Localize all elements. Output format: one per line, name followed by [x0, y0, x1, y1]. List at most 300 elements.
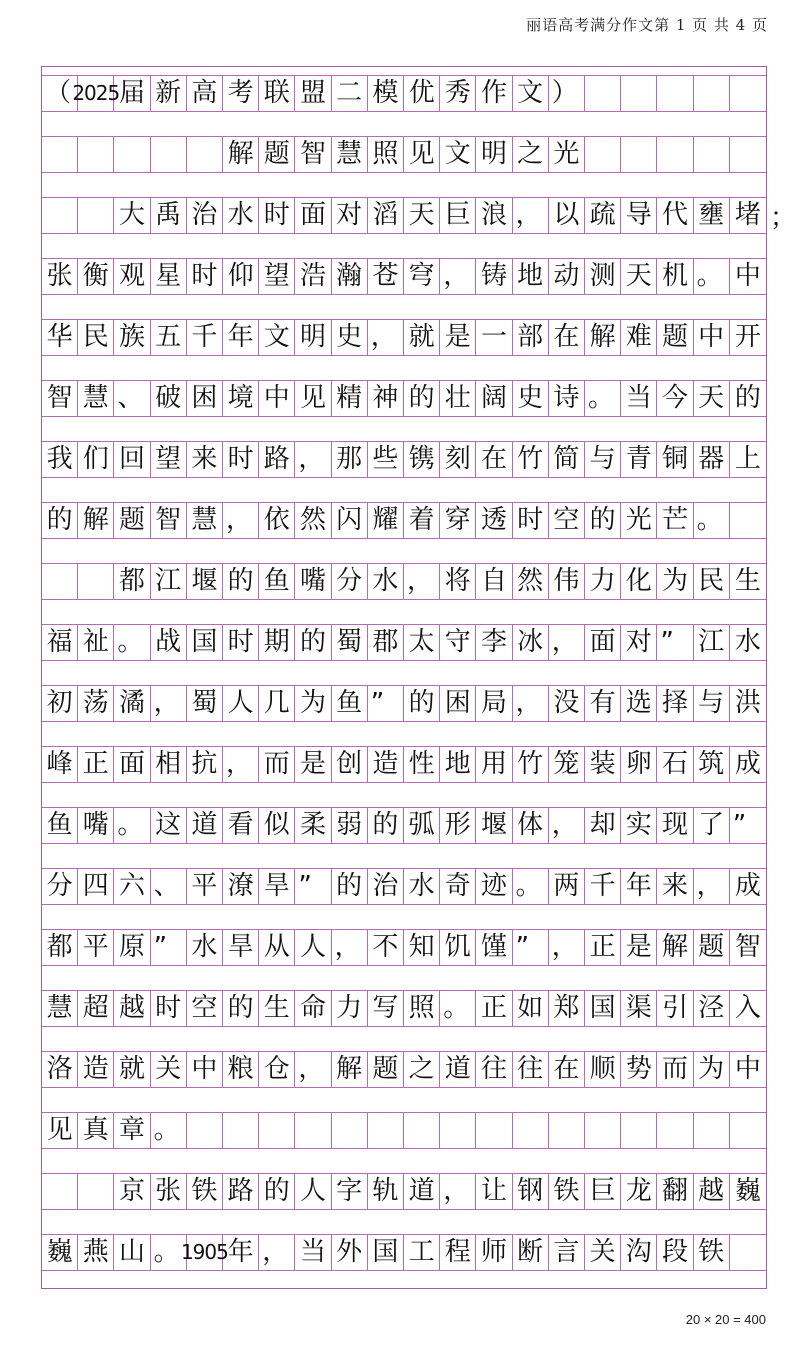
grid-cell: 关: [585, 1234, 621, 1270]
grid-cell: 将: [440, 563, 476, 599]
grid-cell: 测: [585, 258, 621, 294]
grid-cell: 智: [734, 932, 761, 962]
grid-cell: 祉: [78, 624, 114, 660]
grid-cell: 战: [151, 624, 187, 660]
grid-cell: 疏: [585, 197, 621, 233]
grid-row: [42, 746, 766, 782]
grid-cell: 届: [114, 75, 150, 111]
grid-cell: [585, 136, 621, 172]
grid-cell: 文: [440, 136, 476, 172]
grid-rule: [42, 965, 766, 966]
grid-cell: 钢: [513, 1173, 549, 1209]
grid-rule: [42, 294, 766, 295]
grid-cell: 铁: [549, 1173, 585, 1209]
grid-cell: 然: [513, 563, 549, 599]
grid-cell: 石: [657, 746, 693, 782]
grid-cell: [332, 1112, 368, 1148]
margin-punctuation: ；: [770, 202, 797, 233]
grid-cell: 堰: [187, 563, 223, 599]
grid-cell: ，: [549, 624, 585, 660]
grid-cell: 上: [734, 444, 761, 474]
grid-cell: 中: [259, 380, 295, 416]
grid-cell: 蜀: [187, 685, 223, 721]
grid-cell: 潦: [223, 868, 259, 904]
grid-cell: 奇: [440, 868, 476, 904]
grid-cell: 就: [114, 1051, 150, 1087]
grid-cell: 造: [78, 1051, 114, 1087]
grid-cell: 断: [513, 1234, 549, 1270]
grid-cell: 粮: [223, 1051, 259, 1087]
grid-cell: 顺: [585, 1051, 621, 1087]
grid-cell: 看: [223, 807, 259, 843]
grid-cell: 正: [78, 746, 114, 782]
grid-cell: 李: [476, 624, 512, 660]
grid-cell: 诗: [549, 380, 585, 416]
grid-cell: 江: [151, 563, 187, 599]
grid-cell: 用: [476, 746, 512, 782]
grid-cell: 。: [151, 1234, 187, 1270]
grid-cell: 现: [657, 807, 693, 843]
grid-cell: [694, 75, 730, 111]
grid-cell: 堵: [734, 200, 761, 230]
composition-grid: [41, 66, 797, 1289]
grid-cell: 当: [295, 1234, 331, 1270]
grid-cell: 的: [585, 502, 621, 538]
grid-cell: 郑: [549, 990, 585, 1026]
grid-cell: 道: [440, 1051, 476, 1087]
grid-cell: 分: [42, 868, 78, 904]
grid-cell: 代: [657, 197, 693, 233]
grid-cell: 对: [332, 197, 368, 233]
grid-cell: 江: [694, 624, 730, 660]
grid-cell: 沟: [621, 1234, 657, 1270]
grid-cell: 地: [440, 746, 476, 782]
grid-cell: ，: [404, 563, 440, 599]
grid-cell: 壮: [440, 380, 476, 416]
grid-cell: 入: [734, 993, 761, 1023]
grid-cell: 让: [476, 1173, 512, 1209]
grid-cell: 国: [368, 1234, 404, 1270]
grid-cell: 人: [295, 1173, 331, 1209]
grid-cell: 竹: [513, 746, 549, 782]
grid-cell: 国: [187, 624, 223, 660]
grid-cell: [78, 136, 114, 172]
grid-cell: 慧: [42, 990, 78, 1026]
grid-cell: 弧: [404, 807, 440, 843]
grid-cell: 明: [476, 136, 512, 172]
grid-cell: 中: [694, 319, 730, 355]
grid-cell: 来: [187, 441, 223, 477]
grid-cell: 馑: [476, 929, 512, 965]
grid-cell: 筑: [694, 746, 730, 782]
grid-cell: 时: [513, 502, 549, 538]
grid-cell: 章: [114, 1112, 150, 1148]
grid-cell: [549, 1112, 585, 1148]
grid-cell: 着: [404, 502, 440, 538]
grid-cell: [42, 1173, 78, 1209]
grid-cell: 的: [332, 868, 368, 904]
grid-cell: 禹: [151, 197, 187, 233]
grid-cell: 那: [332, 441, 368, 477]
grid-cell: 芒: [657, 502, 693, 538]
grid-cell: 史: [513, 380, 549, 416]
grid-cell: ”: [295, 868, 331, 904]
grid-cell: ，: [332, 929, 368, 965]
grid-cell: ，: [223, 502, 259, 538]
grid-cell: 都: [42, 929, 78, 965]
grid-rule: [42, 1087, 766, 1088]
grid-cell: 明: [295, 319, 331, 355]
grid-cell: 年: [223, 1234, 259, 1270]
grid-row: [42, 990, 766, 1026]
grid-cell: 器: [694, 441, 730, 477]
grid-cell: 装: [585, 746, 621, 782]
grid-cell: 山: [114, 1234, 150, 1270]
grid-cell: 迹: [476, 868, 512, 904]
grid-cell: 路: [223, 1173, 259, 1209]
grid-cell: 。: [114, 624, 150, 660]
grid-cell: 今: [657, 380, 693, 416]
grid-cell: [223, 1112, 259, 1148]
grid-cell: 些: [368, 441, 404, 477]
grid-cell: 旱: [223, 929, 259, 965]
grid-row: [42, 75, 766, 111]
grid-cell: 望: [259, 258, 295, 294]
grid-cell: [295, 1112, 331, 1148]
grid-cell: 的: [734, 383, 761, 413]
grid-cell: 大: [114, 197, 150, 233]
grid-cell: ，: [549, 929, 585, 965]
grid-cell: 期: [259, 624, 295, 660]
grid-cell: 就: [404, 319, 440, 355]
grid-cell: 在: [549, 1051, 585, 1087]
grid-cell: 道: [187, 807, 223, 843]
grid-cell: 柔: [295, 807, 331, 843]
grid-cell: 与: [585, 441, 621, 477]
grid-cell: [730, 1234, 766, 1270]
grid-cell: 智: [42, 380, 78, 416]
grid-rule: [42, 233, 766, 234]
grid-cell: 解: [332, 1051, 368, 1087]
grid-cell: [78, 563, 114, 599]
grid-rule: [42, 1209, 766, 1210]
grid-row: [42, 929, 766, 965]
grid-rule: [42, 843, 766, 844]
grid-cell: 仓: [259, 1051, 295, 1087]
grid-cell: 照: [368, 136, 404, 172]
grid-cell: 联: [259, 75, 295, 111]
grid-cell: 渠: [621, 990, 657, 1026]
grid-cell: 没: [549, 685, 585, 721]
grid-cell: [42, 197, 78, 233]
grid-cell: 面: [585, 624, 621, 660]
grid-cell: 福: [42, 624, 78, 660]
grid-cell: 我: [42, 441, 78, 477]
grid-row: [42, 868, 766, 904]
grid-cell: 回: [114, 441, 150, 477]
grid-cell: 年: [621, 868, 657, 904]
grid-cell: 观: [114, 258, 150, 294]
grid-cell: 龙: [621, 1173, 657, 1209]
grid-row: [42, 197, 797, 233]
grid-cell: 了: [694, 807, 730, 843]
grid-cell: 。: [440, 990, 476, 1026]
grid-cell: 选: [621, 685, 657, 721]
grid-cell: 平: [78, 929, 114, 965]
grid-cell: 铁: [187, 1173, 223, 1209]
grid-cell: 浩: [295, 258, 331, 294]
grid-cell: 解: [585, 319, 621, 355]
grid-cell: 困: [187, 380, 223, 416]
grid-cell: 越: [694, 1173, 730, 1209]
grid-cell: 衡: [78, 258, 114, 294]
grid-cell: [694, 1112, 730, 1148]
grid-cell: 势: [621, 1051, 657, 1087]
grid-cell: [187, 1112, 223, 1148]
grid-rule: [42, 538, 766, 539]
grid-cell: 阔: [476, 380, 512, 416]
grid-cell: [730, 502, 766, 538]
grid-cell: 力: [585, 563, 621, 599]
grid-cell: 生: [259, 990, 295, 1026]
grid-cell: （: [42, 75, 78, 111]
grid-cell: 真: [78, 1112, 114, 1148]
grid-cell: [621, 75, 657, 111]
grid-cell: 笼: [549, 746, 585, 782]
grid-cell: ，: [513, 197, 549, 233]
grid-cell: 燕: [78, 1234, 114, 1270]
grid-cell: 的: [223, 990, 259, 1026]
grid-cell: 神: [368, 380, 404, 416]
grid-cell: 嘴: [78, 807, 114, 843]
grid-cell: 空: [187, 990, 223, 1026]
grid-rule: [42, 477, 766, 478]
grid-cell: 解: [657, 929, 693, 965]
grid-cell: 开: [734, 322, 761, 352]
grid-row: [42, 1234, 766, 1270]
grid-cell: 依: [259, 502, 295, 538]
grid-rule: [42, 782, 766, 783]
grid-rule: [42, 1026, 766, 1027]
grid-cell: 太: [404, 624, 440, 660]
grid-row: [42, 685, 766, 721]
grid-cell: 的: [368, 807, 404, 843]
grid-cell: 轨: [368, 1173, 404, 1209]
grid-cell: 天: [694, 380, 730, 416]
grid-cell: 仰: [223, 258, 259, 294]
grid-cell: ”: [513, 929, 549, 965]
grid-cell: 。: [694, 502, 730, 538]
grid-cell: 为: [295, 685, 331, 721]
grid-cell: 治: [368, 868, 404, 904]
grid-cell: [621, 136, 657, 172]
grid-row: [42, 258, 766, 294]
grid-cell: 然: [295, 502, 331, 538]
grid-cell: 铸: [476, 258, 512, 294]
grid-cell: 时: [151, 990, 187, 1026]
grid-cell: 难: [621, 319, 657, 355]
grid-cell: 往: [476, 1051, 512, 1087]
grid-cell: 巨: [585, 1173, 621, 1209]
grid-cell: 以: [549, 197, 585, 233]
page-header: 丽语高考满分作文第 1 页 共 4 页: [526, 16, 768, 34]
grid-cell: 千: [187, 319, 223, 355]
grid-cell: 翻: [657, 1173, 693, 1209]
grid-cell: 治: [187, 197, 223, 233]
grid-cell: 智: [295, 136, 331, 172]
grid-cell: 两: [549, 868, 585, 904]
grid-cell: 。: [151, 1112, 187, 1148]
grid-cell: 工: [404, 1234, 440, 1270]
grid-cell: 都: [114, 563, 150, 599]
grid-cell: 成: [734, 871, 761, 901]
grid-cell: 道: [404, 1173, 440, 1209]
grid-cell: 光: [621, 502, 657, 538]
grid-cell: 程: [440, 1234, 476, 1270]
grid-cell: 新: [151, 75, 187, 111]
grid-cell: [259, 1112, 295, 1148]
grid-cell: 光: [549, 136, 585, 172]
grid-cell: 史: [332, 319, 368, 355]
grid-cell: 族: [114, 319, 150, 355]
grid-cell: ，: [440, 258, 476, 294]
grid-cell: 文: [513, 75, 549, 111]
grid-cell: 体: [513, 807, 549, 843]
grid-cell: [657, 75, 693, 111]
grid-cell: [368, 1112, 404, 1148]
grid-cell: 五: [151, 319, 187, 355]
grid-rule: [42, 355, 766, 356]
grid-cell: 耀: [368, 502, 404, 538]
grid-cell: 之: [513, 136, 549, 172]
grid-cell: 言: [549, 1234, 585, 1270]
grid-cell: [78, 197, 114, 233]
grid-rule: [42, 172, 766, 173]
grid-cell: 为: [694, 1051, 730, 1087]
grid-cell: 部: [513, 319, 549, 355]
grid-cell: ，: [549, 807, 585, 843]
grid-cell: ）: [549, 75, 585, 111]
grid-cell: 来: [657, 868, 693, 904]
grid-cell: 1905: [187, 1234, 223, 1270]
grid-cell: 这: [151, 807, 187, 843]
grid-cell: 水: [187, 929, 223, 965]
grid-cell: ，: [295, 1051, 331, 1087]
grid-cell: 瀚: [332, 258, 368, 294]
grid-cell: 、: [151, 868, 187, 904]
grid-cell: 。: [585, 380, 621, 416]
grid-cell: 中: [734, 261, 761, 291]
grid-cell: 局: [476, 685, 512, 721]
grid-cell: 是: [621, 929, 657, 965]
grid-cell: 引: [657, 990, 693, 1026]
grid-cell: 鱼: [332, 685, 368, 721]
grid-cell: 段: [657, 1234, 693, 1270]
grid-cell: 优: [404, 75, 440, 111]
grid-cell: 、: [114, 380, 150, 416]
grid-cell: 星: [151, 258, 187, 294]
grid-cell: 题: [694, 929, 730, 965]
grid-cell: 而: [259, 746, 295, 782]
grid-cell: 相: [151, 746, 187, 782]
grid-row: [42, 441, 766, 477]
grid-cell: 浪: [476, 197, 512, 233]
grid-row: [42, 1173, 766, 1209]
grid-cell: 外: [332, 1234, 368, 1270]
grid-cell: 的: [404, 380, 440, 416]
grid-rule: [42, 111, 766, 112]
grid-cell: 饥: [440, 929, 476, 965]
grid-cell: 壅: [694, 197, 730, 233]
grid-row: [42, 1051, 766, 1087]
grid-cell: 天: [404, 197, 440, 233]
grid-cell: 导: [621, 197, 657, 233]
grid-cell: 青: [621, 441, 657, 477]
grid-cell: 化: [621, 563, 657, 599]
grid-cell: 年: [223, 319, 259, 355]
grid-cell: 洛: [42, 1051, 78, 1087]
grid-cell: 张: [151, 1173, 187, 1209]
grid-cell: [476, 1112, 512, 1148]
grid-rule: [42, 599, 766, 600]
grid-cell: 正: [585, 929, 621, 965]
grid-cell: [730, 75, 766, 111]
grid-cell: 2025: [78, 75, 114, 111]
grid-cell: 鱼: [259, 563, 295, 599]
grid-cell: 面: [114, 746, 150, 782]
grid-cell: 写: [368, 990, 404, 1026]
grid-cell: 面: [295, 197, 331, 233]
grid-cell: 在: [476, 441, 512, 477]
grid-cell: [730, 1112, 766, 1148]
grid-cell: 困: [440, 685, 476, 721]
grid-count-footer: 20 × 20 = 400: [685, 1312, 766, 1327]
grid-cell: 路: [259, 441, 295, 477]
grid-cell: 有: [585, 685, 621, 721]
grid-cell: 铜: [657, 441, 693, 477]
grid-cell: 盟: [295, 75, 331, 111]
grid-cell: 关: [151, 1051, 187, 1087]
grid-cell: 望: [151, 441, 187, 477]
grid-cell: 初: [42, 685, 78, 721]
grid-cell: [621, 1112, 657, 1148]
grid-cell: 成: [734, 749, 761, 779]
grid-cell: 卵: [621, 746, 657, 782]
grid-cell: 时: [187, 258, 223, 294]
grid-cell: 民: [78, 319, 114, 355]
grid-cell: 是: [295, 746, 331, 782]
grid-cell: [657, 136, 693, 172]
grid-cell: 鱼: [42, 807, 78, 843]
grid-cell: 见: [295, 380, 331, 416]
grid-cell: ，: [368, 319, 404, 355]
grid-cell: 中: [187, 1051, 223, 1087]
grid-cell: 嘴: [295, 563, 331, 599]
grid-cell: [513, 1112, 549, 1148]
grid-cell: 。: [694, 258, 730, 294]
grid-cell: 字: [332, 1173, 368, 1209]
grid-cell: 如: [513, 990, 549, 1026]
grid-cell: ”: [368, 685, 404, 721]
grid-row: [42, 807, 766, 843]
grid-cell: 造: [368, 746, 404, 782]
grid-cell: ”: [151, 929, 187, 965]
grid-row: [42, 563, 766, 599]
grid-cell: 模: [368, 75, 404, 111]
grid-cell: 泾: [694, 990, 730, 1026]
grid-cell: [657, 1112, 693, 1148]
grid-rule: [42, 721, 766, 722]
